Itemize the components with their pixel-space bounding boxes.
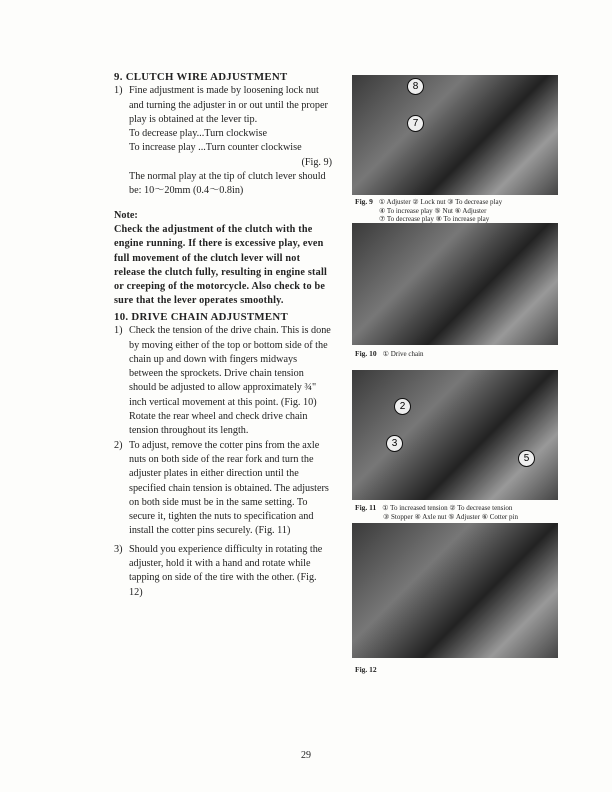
- section-heading: 10. DRIVE CHAIN ADJUSTMENT: [114, 311, 288, 323]
- item-text: Should you experience difficulty in rotating the adjuster, hold it with a hand and rotate while tapping on side of the tire with the other. (Fig. 12): [129, 543, 323, 598]
- item-number: 1): [114, 325, 123, 337]
- list-item: [114, 324, 332, 438]
- page-number: 29: [301, 750, 311, 761]
- fig10-photo: [352, 223, 558, 345]
- normal-play-text: The normal play at the tip of clutch lever should be: 10～20mm (0.4～0.8in): [129, 171, 326, 197]
- marker: 3: [386, 435, 403, 452]
- item-number: 3): [114, 543, 123, 555]
- fig9-photo: [352, 75, 558, 195]
- fig12-photo: [352, 523, 558, 658]
- fig-ref: (Fig. 9): [301, 156, 332, 168]
- note-label: Note:: [114, 209, 138, 221]
- fig11-caption: [355, 504, 518, 521]
- marker: 8: [407, 78, 424, 95]
- item-number: 2): [114, 439, 123, 451]
- fig-label: Fig. 12: [355, 665, 377, 674]
- increase-text: To increase play ...Turn counter clockwise: [129, 142, 302, 154]
- marker: 2: [394, 398, 411, 415]
- marker: 7: [407, 115, 424, 132]
- chain-section: [114, 310, 332, 600]
- fig12-caption: [355, 666, 383, 675]
- caption-line: ⑦ To decrease play ⑧ To increase play: [379, 215, 490, 223]
- marker: 5: [518, 450, 535, 467]
- item-number: 1): [114, 85, 123, 97]
- fig-label: Fig. 11: [355, 503, 377, 512]
- note-text: Check the adjustment of the clutch with the engine running. If there is excessive play, even full movement of the clutch lever will not release the clutch fully, resulting in engine stall or creeping of the motorcycle. Also check to be sure that the lever operates smoothly.: [114, 223, 328, 307]
- list-item: [114, 543, 332, 600]
- item-text: To adjust, remove the cotter pins from the axle nuts on both side of the rear fork and turn the adjuster plates in either direction until the specified chain tension is obtained. The adjusters on both side must be in the same setting. To secure it, tighten the nuts to specification and install the cotter pins securely. (Fig. 11): [129, 439, 329, 537]
- list-item: [114, 439, 332, 539]
- fig-label: Fig. 10: [355, 349, 377, 358]
- fig11-photo: [352, 370, 558, 500]
- fig10-caption: [355, 350, 424, 359]
- caption-line: ① Drive chain: [382, 350, 424, 358]
- caption-line: ③ Stopper ④ Axle nut ⑤ Adjuster ⑥ Cotter pin: [383, 512, 518, 521]
- fig-label: Fig. 9: [355, 197, 373, 206]
- caption-line: ④ To increase play ⑤ Nut ⑥ Adjuster: [379, 206, 487, 215]
- section-heading: 9. CLUTCH WIRE ADJUSTMENT: [114, 71, 288, 83]
- item-text: Fine adjustment is made by loosening lock nut and turning the adjuster in or out until the proper play is obtained at the lever tip.: [129, 85, 328, 125]
- item-text: Check the tension of the drive chain. This is done by moving either of the top or bottom side of the chain up and down with fingers midways between the sprockets. Drive chain tension should be adjusted to allow approximately ¾" inch vertical movement at this point. (Fig. 10) Rotate the rear wheel and check drive chain tension throughout its length.: [129, 325, 331, 437]
- clutch-section: [114, 70, 332, 309]
- caption-line: ① Adjuster ② Lock nut ③ To decrease play: [378, 198, 503, 206]
- fig9-caption: [355, 198, 502, 224]
- list-item: [114, 84, 332, 127]
- decrease-text: To decrease play...Turn clockwise: [129, 128, 268, 140]
- caption-line: ① To increased tension ② To decrease tension: [382, 504, 513, 512]
